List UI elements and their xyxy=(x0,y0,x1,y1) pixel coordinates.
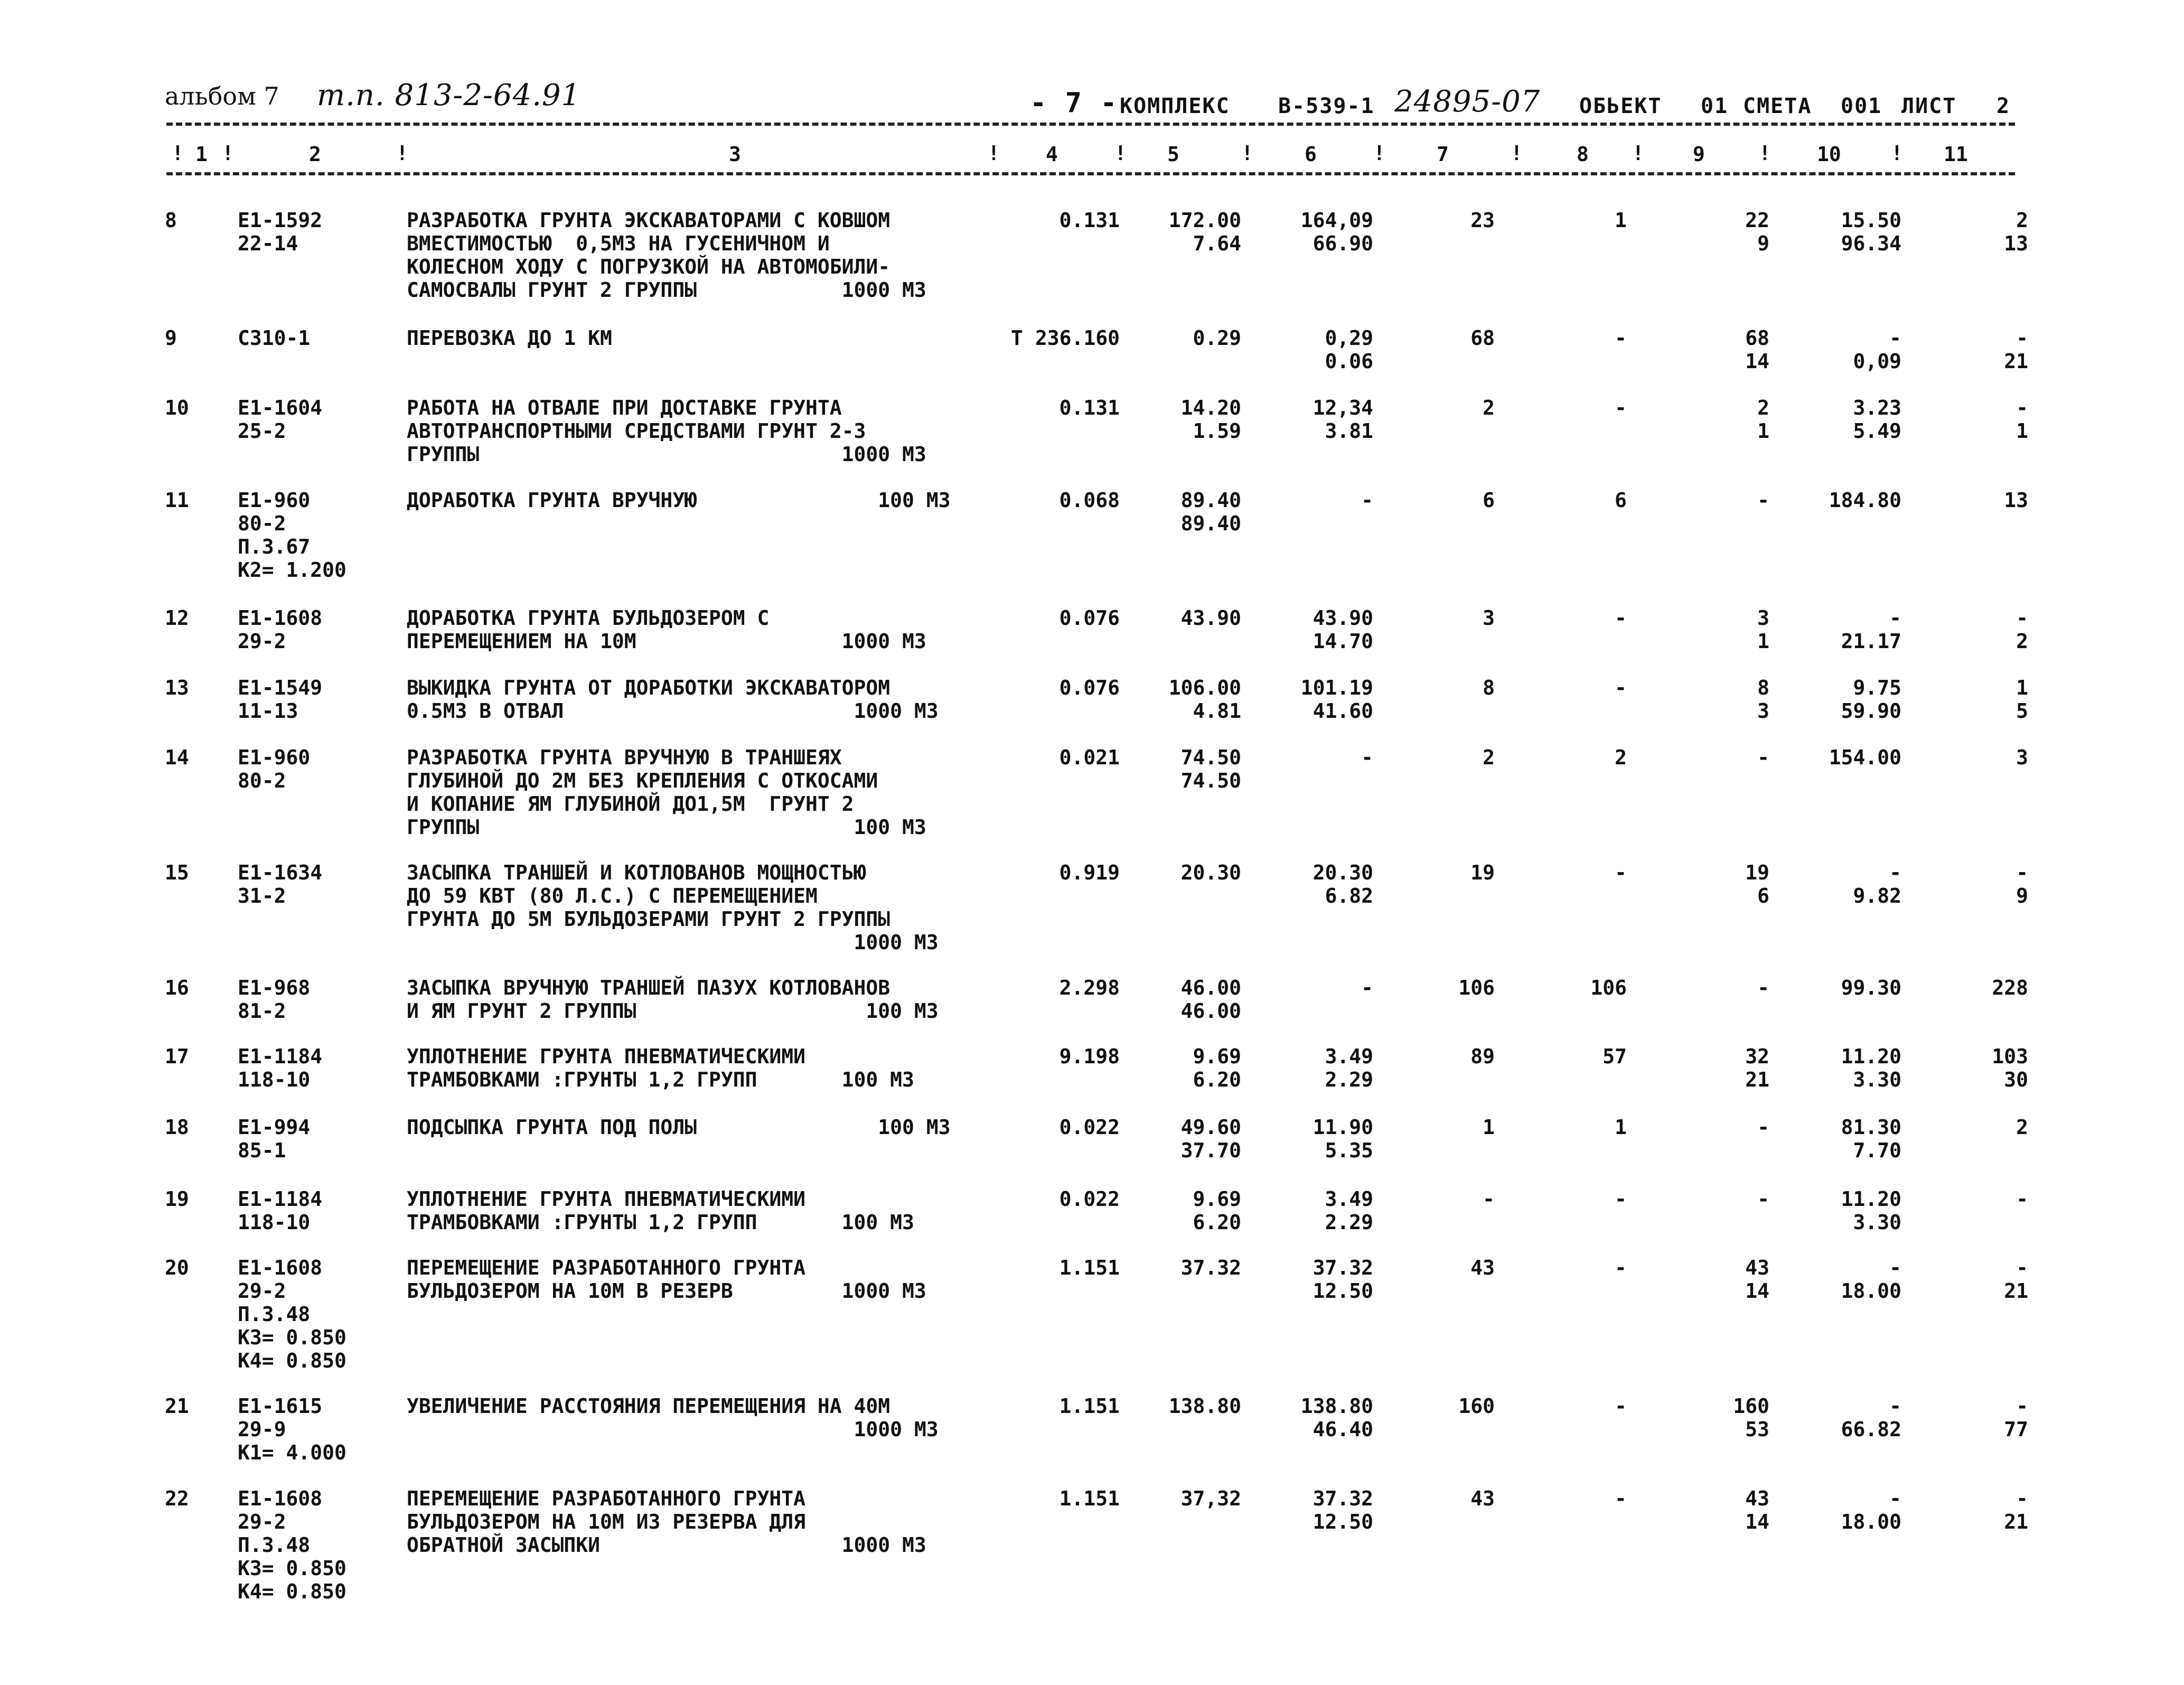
row-col7: 23 xyxy=(1470,209,1495,232)
row-description: ЗАСЫПКА ВРУЧНУЮ ТРАНШЕЙ ПАЗУХ КОТЛОВАНОВ И ЯМ ГРУНТ 2 ГРУППЫ 100 М3 xyxy=(407,976,939,1023)
row-col10: 154.00 xyxy=(1829,746,1901,769)
row-col10: - 21.17 xyxy=(1841,606,1901,653)
col-header-2: 2 xyxy=(309,143,321,166)
table-row xyxy=(0,1045,2184,1091)
page-number: - 7 - xyxy=(1030,87,1118,119)
col-header-1: 1 xyxy=(195,143,208,166)
komplex-label: КОМПЛЕКС xyxy=(1120,94,1230,118)
table-row xyxy=(0,209,2184,302)
row-col9: - xyxy=(1757,976,1769,999)
row-col9: 68 14 xyxy=(1745,326,1769,373)
row-col9: 2 1 xyxy=(1757,396,1769,443)
row-col5: 49.60 37.70 xyxy=(1180,1116,1241,1162)
row-col8: - xyxy=(1615,396,1627,419)
row-col4: 0.076 xyxy=(1059,606,1120,630)
row-col4: 0.919 xyxy=(1059,861,1120,884)
row-code: Е1-1608 29-2 П.3.48 К3= 0.850 К4= 0.850 xyxy=(238,1487,346,1603)
row-col5: 43.90 xyxy=(1180,606,1241,630)
col-header-4: 4 xyxy=(1046,143,1058,166)
row-col11: - xyxy=(2016,1187,2028,1211)
row-col5: 9.69 6.20 xyxy=(1193,1187,1241,1234)
list-value: 2 xyxy=(1996,94,2011,118)
row-col8: - xyxy=(1615,676,1627,699)
row-col6: - xyxy=(1361,746,1373,769)
row-col6: 138.80 46.40 xyxy=(1300,1394,1373,1441)
row-col5: 14.20 1.59 xyxy=(1180,396,1241,443)
col-sep: ! xyxy=(172,142,184,165)
row-number: 9 xyxy=(165,326,177,350)
table-row xyxy=(0,676,2184,723)
row-col8: - xyxy=(1615,1487,1627,1510)
row-code: Е1-1608 29-2 xyxy=(238,606,323,653)
row-col11: - 2 xyxy=(2016,606,2028,653)
row-col11: 3 xyxy=(2016,746,2028,769)
tp-number: т.п. 813-2-64.91 xyxy=(317,78,581,113)
smeta-label: СМЕТА xyxy=(1743,94,1812,118)
col-sep: ! xyxy=(1373,142,1385,165)
row-number: 20 xyxy=(165,1256,189,1279)
col-sep: ! xyxy=(1511,142,1523,165)
row-col11: 13 xyxy=(2004,489,2028,512)
row-code: Е1-1184 118-10 xyxy=(238,1187,323,1234)
row-col8: - xyxy=(1615,606,1627,630)
row-col9: 43 14 xyxy=(1745,1487,1769,1533)
row-col11: 2 13 xyxy=(2004,209,2028,255)
row-col9: - xyxy=(1757,489,1769,512)
row-col11: 1 5 xyxy=(2016,676,2028,723)
row-col10: 11.20 3.30 xyxy=(1841,1045,1901,1091)
table-row xyxy=(0,976,2184,1023)
row-description: ПЕРЕМЕЩЕНИЕ РАЗРАБОТАННОГО ГРУНТА БУЛЬДОЗЕРОМ НА 10М ИЗ РЕЗЕРВА ДЛЯ ОБРАТНОЙ ЗАСЫПКИ 1000 М3 xyxy=(407,1487,926,1557)
row-col10: - 18.00 xyxy=(1841,1487,1901,1533)
row-col9: 43 14 xyxy=(1745,1256,1769,1303)
row-col10: 15.50 96.34 xyxy=(1841,209,1901,255)
object-label: ОБЬЕКТ xyxy=(1579,94,1662,118)
row-col7: 8 xyxy=(1483,676,1495,699)
row-col5: 37,32 xyxy=(1180,1487,1241,1510)
header-rule-top xyxy=(166,123,2015,126)
row-col9: - xyxy=(1757,1187,1769,1211)
row-col4: 0.131 xyxy=(1059,396,1120,419)
row-col9: 22 9 xyxy=(1745,209,1769,255)
col-sep: ! xyxy=(1241,142,1253,165)
row-col4: 1.151 xyxy=(1059,1256,1120,1279)
row-col9: - xyxy=(1757,1116,1769,1139)
row-col5: 89.40 89.40 xyxy=(1180,489,1241,535)
col-header-7: 7 xyxy=(1437,143,1449,166)
row-code: Е1-1608 29-2 П.3.48 К3= 0.850 К4= 0.850 xyxy=(238,1256,346,1372)
row-col7: 43 xyxy=(1470,1256,1495,1279)
row-col6: - xyxy=(1361,489,1373,512)
col-header-11: 11 xyxy=(1944,143,1968,166)
smeta-value: 001 xyxy=(1841,94,1882,118)
row-col7: 106 xyxy=(1458,976,1495,999)
row-number: 15 xyxy=(165,861,189,884)
row-col6: 37.32 12.50 xyxy=(1313,1256,1373,1303)
col-header-5: 5 xyxy=(1167,143,1179,166)
row-col8: - xyxy=(1615,326,1627,350)
row-col5: 0.29 xyxy=(1193,326,1241,350)
table-row xyxy=(0,861,2184,954)
row-code: Е1-1549 11-13 xyxy=(238,676,323,723)
row-description: ПЕРЕМЕЩЕНИЕ РАЗРАБОТАННОГО ГРУНТА БУЛЬДОЗЕРОМ НА 10М В РЕЗЕРВ 1000 М3 xyxy=(407,1256,926,1303)
row-col7: 68 xyxy=(1470,326,1495,350)
row-col7: 3 xyxy=(1483,606,1495,630)
row-col10: 3.23 5.49 xyxy=(1853,396,1901,443)
col-sep: ! xyxy=(1759,142,1771,165)
row-col4: 0.022 xyxy=(1059,1116,1120,1139)
row-col8: - xyxy=(1615,1394,1627,1418)
col-sep: ! xyxy=(222,142,234,165)
row-code: Е1-1604 25-2 xyxy=(238,396,323,443)
row-code: Е1-960 80-2 П.3.67 К2= 1.200 xyxy=(238,489,346,582)
table-row xyxy=(0,1487,2184,1603)
col-header-8: 8 xyxy=(1577,143,1589,166)
row-description: РАБОТА НА ОТВАЛЕ ПРИ ДОСТАВКЕ ГРУНТА АВТОТРАНСПОРТНЫМИ СРЕДСТВАМИ ГРУНТ 2-3 ГРУППЫ 1000 М3 xyxy=(407,396,926,466)
row-description: УВЕЛИЧЕНИЕ РАССТОЯНИЯ ПЕРЕМЕЩЕНИЯ НА 40М 1000 М3 xyxy=(407,1394,939,1441)
row-col5: 37.32 xyxy=(1180,1256,1241,1279)
row-number: 12 xyxy=(165,606,189,630)
komplex-number: 24895-07 xyxy=(1394,85,1541,119)
row-col10: - 18.00 xyxy=(1841,1256,1901,1303)
col-header-10: 10 xyxy=(1817,143,1841,166)
album-label: альбом 7 xyxy=(165,82,279,110)
komplex-code: В-539-1 xyxy=(1278,94,1375,118)
row-number: 10 xyxy=(165,396,189,419)
row-col4: 0.076 xyxy=(1059,676,1120,699)
row-col10: 9.75 59.90 xyxy=(1841,676,1901,723)
row-col8: 1 xyxy=(1615,1116,1627,1139)
row-number: 17 xyxy=(165,1045,189,1068)
row-col9: 19 6 xyxy=(1745,861,1769,907)
row-col6: 3.49 2.29 xyxy=(1325,1187,1373,1234)
row-col11: - 9 xyxy=(2016,861,2028,907)
row-col6: 37.32 12.50 xyxy=(1313,1487,1373,1533)
row-col9: 32 21 xyxy=(1745,1045,1769,1091)
row-col7: 6 xyxy=(1483,489,1495,512)
row-col10: 99.30 xyxy=(1841,976,1901,999)
row-code: Е1-960 80-2 xyxy=(238,746,311,792)
row-number: 11 xyxy=(165,489,189,512)
row-col10: - 9.82 xyxy=(1853,861,1901,907)
row-col11: - 77 xyxy=(2004,1394,2028,1441)
row-code: Е1-994 85-1 xyxy=(238,1116,311,1162)
table-row xyxy=(0,1187,2184,1234)
row-number: 21 xyxy=(165,1394,189,1418)
row-col7: 2 xyxy=(1483,746,1495,769)
row-col6: 12,34 3.81 xyxy=(1313,396,1373,443)
row-col8: 2 xyxy=(1615,746,1627,769)
row-col11: - 21 xyxy=(2004,1256,2028,1303)
row-col4: 2.298 xyxy=(1059,976,1120,999)
row-col8: 57 xyxy=(1602,1045,1627,1068)
row-number: 16 xyxy=(165,976,189,999)
table-row xyxy=(0,1116,2184,1162)
row-col7: 1 xyxy=(1483,1116,1495,1139)
list-label: ЛИСТ xyxy=(1901,94,1957,118)
row-col5: 172.00 7.64 xyxy=(1168,209,1241,255)
row-col10: 184.80 xyxy=(1829,489,1901,512)
row-col6: 43.90 14.70 xyxy=(1313,606,1373,653)
row-col7: 19 xyxy=(1470,861,1495,884)
row-col4: 9.198 xyxy=(1059,1045,1120,1068)
table-row xyxy=(0,489,2184,582)
row-code: Е1-1184 118-10 xyxy=(238,1045,323,1091)
row-col11: - 21 xyxy=(2004,326,2028,373)
row-col5: 138.80 xyxy=(1168,1394,1241,1418)
row-description: ДОРАБОТКА ГРУНТА БУЛЬДОЗЕРОМ С ПЕРЕМЕЩЕНИЕМ НА 10М 1000 М3 xyxy=(407,606,926,653)
row-description: УПЛОТНЕНИЕ ГРУНТА ПНЕВМАТИЧЕСКИМИ ТРАМБОВКАМИ :ГРУНТЫ 1,2 ГРУПП 100 М3 xyxy=(407,1045,914,1091)
row-col4: 236.160 xyxy=(1035,326,1120,350)
row-col4: 1.151 xyxy=(1059,1394,1120,1418)
row-col9: 160 53 xyxy=(1733,1394,1769,1441)
row-col5: 20.30 xyxy=(1180,861,1241,884)
row-description: ЗАСЫПКА ТРАНШЕЙ И КОТЛОВАНОВ МОЩНОСТЬЮ ДО 59 КВТ (80 Л.С.) С ПЕРЕМЕЩЕНИЕМ ГРУНТА ДО 5М БУЛЬДОЗЕРАМИ ГРУНТ 2 ГРУППЫ 1000 М3 xyxy=(407,861,939,954)
table-row xyxy=(0,1256,2184,1372)
header-rule-bottom xyxy=(166,172,2015,175)
row-col7: 89 xyxy=(1470,1045,1495,1068)
row-code: Е1-1592 22-14 xyxy=(238,209,323,255)
row-code: С310-1 xyxy=(238,326,311,350)
row-col8: - xyxy=(1615,1187,1627,1211)
row-col7: 43 xyxy=(1470,1487,1495,1510)
row-col6: 0,29 0.06 xyxy=(1325,326,1373,373)
row-number: 19 xyxy=(165,1187,189,1211)
row-col5: 106.00 4.81 xyxy=(1168,676,1241,723)
table-row xyxy=(0,1394,2184,1464)
row-number: 18 xyxy=(165,1116,189,1139)
row-description: ВЫКИДКА ГРУНТА ОТ ДОРАБОТКИ ЭКСКАВАТОРОМ 0.5М3 В ОТВАЛ 1000 М3 xyxy=(407,676,939,723)
row-col6: - xyxy=(1361,976,1373,999)
row-col5: 46.00 46.00 xyxy=(1180,976,1241,1023)
row-col11: - 1 xyxy=(2016,396,2028,443)
col-sep: ! xyxy=(1891,142,1903,165)
col-header-6: 6 xyxy=(1305,143,1317,166)
row-description: РАЗРАБОТКА ГРУНТА ВРУЧНУЮ В ТРАНШЕЯХ ГЛУБИНОЙ ДО 2М БЕЗ КРЕПЛЕНИЯ С ОТКОСАМИ И КОПАНИЕ ЯМ ГЛУБИНОЙ ДО1,5М ГРУНТ 2 ГРУППЫ 100 М3 xyxy=(407,746,926,839)
row-number: 22 xyxy=(165,1487,189,1510)
row-col7: - xyxy=(1483,1187,1495,1211)
col-sep: ! xyxy=(1114,142,1127,165)
row-col8: - xyxy=(1615,861,1627,884)
row-col5: 9.69 6.20 xyxy=(1193,1045,1241,1091)
row-col8: 106 xyxy=(1590,976,1627,999)
row-col10: 11.20 3.30 xyxy=(1841,1187,1901,1234)
row-code: Е1-1615 29-9 К1= 4.000 xyxy=(238,1394,346,1464)
row-col5: 74.50 74.50 xyxy=(1180,746,1241,792)
row-col11: 103 30 xyxy=(1992,1045,2028,1091)
row-col6: 11.90 5.35 xyxy=(1313,1116,1373,1162)
row-description: РАЗРАБОТКА ГРУНТА ЭКСКАВАТОРАМИ С КОВШОМ ВМЕСТИМОСТЬЮ 0,5М3 НА ГУСЕНИЧНОМ И КОЛЕСНОМ ХОДУ С ПОГРУЗКОЙ НА АВТОМОБИЛИ- САМОСВАЛЫ ГРУНТ 2 ГРУППЫ 1000 М3 xyxy=(407,209,926,302)
table-row xyxy=(0,326,2184,373)
row-col11: - 21 xyxy=(2004,1487,2028,1533)
row-col9: 3 1 xyxy=(1757,606,1769,653)
object-value: 01 xyxy=(1701,94,1729,118)
row-number: 13 xyxy=(165,676,189,699)
table-row xyxy=(0,396,2184,466)
row-description: ПОДСЫПКА ГРУНТА ПОД ПОЛЫ 100 М3 xyxy=(407,1116,951,1139)
col-sep: ! xyxy=(1632,142,1644,165)
row-col8: 6 xyxy=(1615,489,1627,512)
col-header-9: 9 xyxy=(1693,143,1705,166)
row-col6: 101.19 41.60 xyxy=(1300,676,1373,723)
col-sep: ! xyxy=(396,142,408,165)
row-col4: 0.068 xyxy=(1059,489,1120,512)
row-code: Е1-1634 31-2 xyxy=(238,861,323,907)
row-col10: 81.30 7.70 xyxy=(1841,1116,1901,1162)
table-row xyxy=(0,606,2184,653)
row-col4: 0.131 xyxy=(1059,209,1120,232)
row-description: УПЛОТНЕНИЕ ГРУНТА ПНЕВМАТИЧЕСКИМИ ТРАМБОВКАМИ :ГРУНТЫ 1,2 ГРУПП 100 М3 xyxy=(407,1187,914,1234)
row-col11: 2 xyxy=(2016,1116,2028,1139)
row-col8: 1 xyxy=(1615,209,1627,232)
row-col9: - xyxy=(1757,746,1769,769)
row-number: 14 xyxy=(165,746,189,769)
row-col7: 2 xyxy=(1483,396,1495,419)
row-col7: 160 xyxy=(1458,1394,1495,1418)
row-code: Е1-968 81-2 xyxy=(238,976,311,1023)
row-col11: 228 xyxy=(1992,976,2028,999)
row-col9: 8 3 xyxy=(1757,676,1769,723)
row-description: ПЕРЕВОЗКА ДО 1 КМ Т xyxy=(407,326,1023,350)
row-col8: - xyxy=(1615,1256,1627,1279)
col-sep: ! xyxy=(988,142,1000,165)
row-col6: 3.49 2.29 xyxy=(1325,1045,1373,1091)
table-row xyxy=(0,746,2184,839)
row-col10: - 66.82 xyxy=(1841,1394,1901,1441)
row-col4: 0.022 xyxy=(1059,1187,1120,1211)
row-col4: 1.151 xyxy=(1059,1487,1120,1510)
row-col4: 0.021 xyxy=(1059,746,1120,769)
col-header-3: 3 xyxy=(729,143,741,166)
row-col6: 20.30 6.82 xyxy=(1313,861,1373,907)
row-number: 8 xyxy=(165,209,177,232)
row-col6: 164,09 66.90 xyxy=(1300,209,1373,255)
row-description: ДОРАБОТКА ГРУНТА ВРУЧНУЮ 100 М3 xyxy=(407,489,951,512)
row-col10: - 0,09 xyxy=(1853,326,1901,373)
